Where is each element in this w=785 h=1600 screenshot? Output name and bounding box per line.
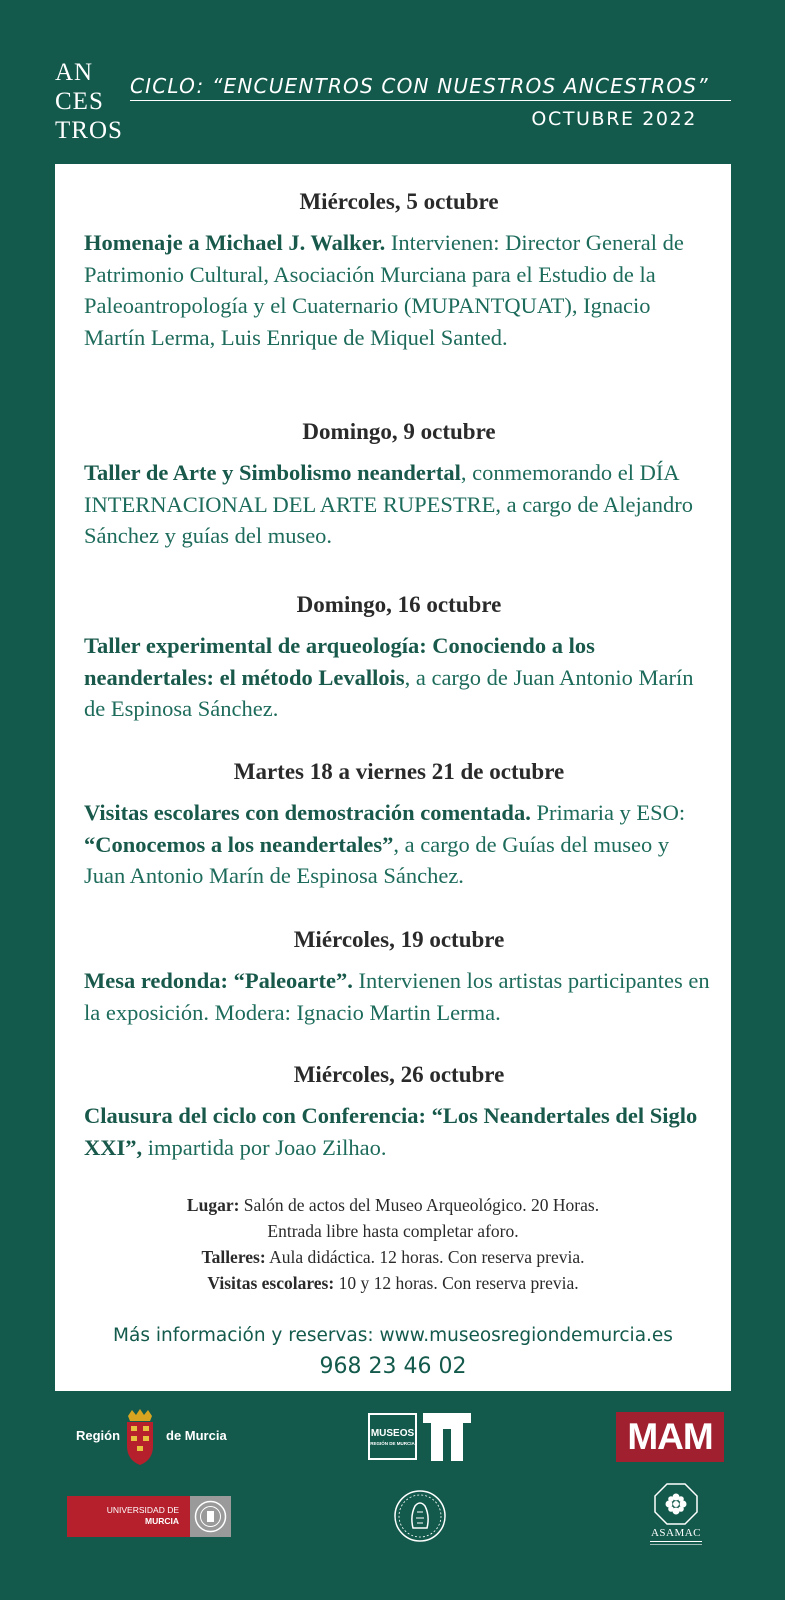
venue-text: Salón de actos del Museo Arqueológico. 20 Horas.: [239, 1195, 600, 1215]
school-visits-label: Visitas escolares:: [207, 1273, 335, 1293]
event-date: Miércoles, 5 octubre: [299, 189, 499, 214]
region-murcia-logo: [72, 1408, 232, 1468]
event-date: Domingo, 16 octubre: [296, 592, 502, 617]
univ-text-bold: MURCIA: [145, 1516, 179, 1526]
event-text: Primaria y ESO:: [530, 800, 686, 825]
ancestros-logo: [55, 58, 123, 145]
event-item: [84, 186, 714, 353]
asamac-logo: [640, 1482, 712, 1552]
museos-text: MUSEOS: [370, 1428, 415, 1439]
event-item: [84, 416, 714, 552]
univ-seal-box: [190, 1496, 231, 1537]
museum-seal-icon: [393, 1488, 447, 1544]
event-item: [84, 924, 714, 1028]
asamac-underline: [650, 1544, 702, 1545]
event-text: , a cargo de Guías del museo y Juan Antonio Marín de Espinosa Sánchez.: [84, 831, 670, 888]
school-visits-line: [55, 1270, 731, 1296]
mam-text: MAM: [627, 1416, 713, 1457]
event-item: [84, 756, 714, 892]
phone-number[interactable]: 968 23 46 02: [319, 1354, 467, 1379]
event-title: Taller experimental de arqueología: Conociendo a los neandertales: el método Levallois: [84, 633, 595, 690]
event-text: , conmemorando el DÍA INTERNACIONAL DEL ARTE RUPESTRE, a cargo de Alejandro Sánchez y guías del museo.: [84, 460, 693, 548]
program-card: [55, 164, 731, 1391]
more-info-link[interactable]: Más información y reservas: www.museosregiondemurcia.es: [113, 1325, 673, 1346]
event-description: [84, 630, 714, 725]
museum-building-icon: [423, 1413, 471, 1461]
event-title: Taller de Arte y Simbolismo neandertal: [84, 460, 461, 485]
workshops-label: Talleres:: [201, 1247, 266, 1267]
asamac-underline: [650, 1541, 702, 1542]
event-date: Miércoles, 19 octubre: [293, 927, 505, 952]
entry-line: Entrada libre hasta completar aforo.: [267, 1221, 519, 1241]
event-title: Visitas escolares con demostración comentada.: [84, 800, 531, 825]
event-subtitle: “Conocemos a los neandertales”: [84, 831, 394, 857]
event-item: [84, 1059, 714, 1163]
event-description: [84, 797, 714, 892]
header: [0, 0, 785, 160]
region-logo-text: de Murcia: [166, 1428, 227, 1443]
univ-text: UNIVERSIDAD DE: [106, 1505, 179, 1515]
event-description: [84, 1100, 714, 1163]
event-date: Martes 18 a viernes 21 de octubre: [233, 759, 565, 784]
event-description: [84, 457, 714, 552]
venue-line: [55, 1192, 731, 1218]
museos-subtext: REGIÓN DE MURCIA: [370, 1441, 415, 1446]
museos-region-logo: [368, 1410, 473, 1462]
header-divider: [130, 100, 731, 101]
event-date: Domingo, 9 octubre: [302, 419, 496, 444]
event-title: Mesa redonda: “Paleoarte”.: [84, 968, 353, 993]
asamac-flower-icon: [653, 1482, 699, 1526]
event-text: , a cargo de Juan Antonio Marín de Espinosa Sánchez.: [84, 664, 694, 721]
event-title: Homenaje a Michael J. Walker.: [84, 230, 386, 255]
museos-box: [368, 1413, 417, 1460]
practical-info: [55, 1192, 731, 1296]
university-seal-icon: [190, 1496, 231, 1537]
month-label: OCTUBRE 2022: [531, 108, 697, 130]
logo-line: AN: [55, 59, 94, 86]
event-description: [84, 965, 714, 1028]
logo-line: CES: [55, 88, 104, 115]
workshops-line: [55, 1244, 731, 1270]
workshops-text: Aula didáctica. 12 horas. Con reserva previa.: [265, 1247, 585, 1267]
venue-label: Lugar:: [186, 1195, 240, 1215]
event-date: Miércoles, 26 octubre: [293, 1062, 505, 1087]
event-text: impartida por Joao Zilhao.: [142, 1134, 387, 1160]
mam-logo: [616, 1412, 724, 1462]
event-item: [84, 589, 714, 725]
event-text: Intervienen los artistas participantes en la exposición. Modera: Ignacio Martin Lerma.: [84, 968, 710, 1025]
event-description: [84, 227, 714, 353]
region-coat-of-arms-icon: [122, 1408, 158, 1466]
asamac-text: ASAMAC: [650, 1527, 702, 1539]
cycle-title: CICLO: “ENCUENTROS CON NUESTROS ANCESTROS”: [130, 74, 709, 98]
universidad-murcia-logo: [67, 1496, 231, 1537]
region-logo-text: Región: [76, 1428, 121, 1443]
event-text: Intervienen: Director General de Patrimonio Cultural, Asociación Murciana para el Estudio de la Paleoantropología y el Cuaternario (MUPANTQUAT), Ignacio Martín Lerma, Luis Enrique de Miquel Santed.: [84, 230, 684, 350]
logo-line: TROS: [55, 117, 123, 144]
school-visits-text: 10 y 12 horas. Con reserva previa.: [334, 1273, 579, 1293]
event-title: Clausura del ciclo con Conferencia: “Los Neandertales del Siglo XXI”,: [84, 1103, 698, 1160]
